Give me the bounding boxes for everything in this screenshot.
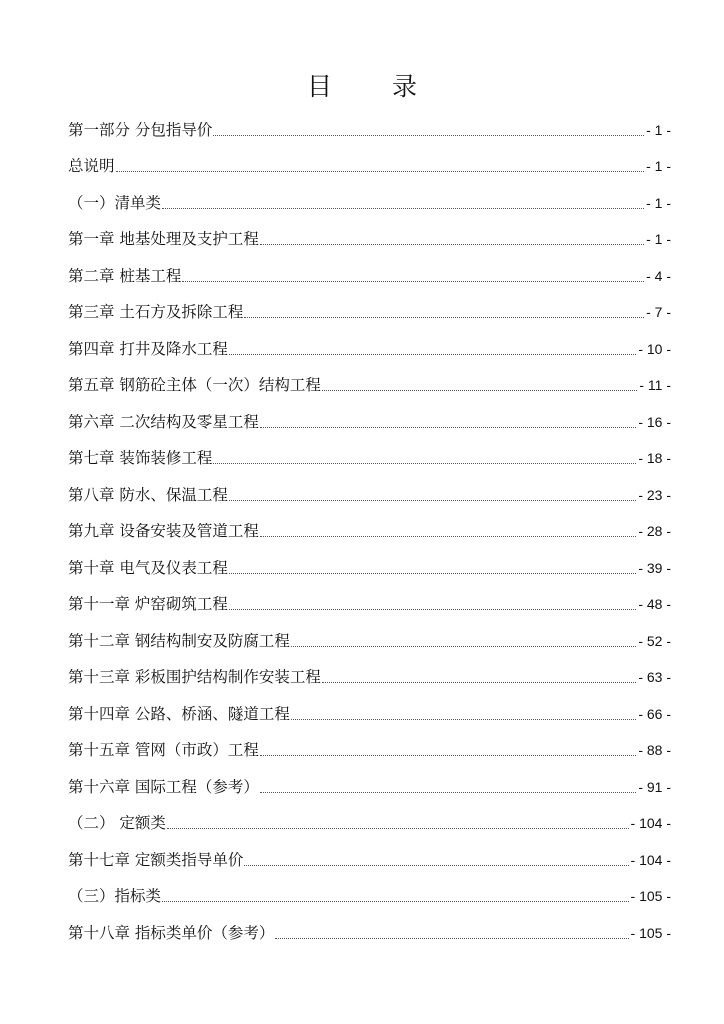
toc-entry-label: 第十八章 指标类单价（参考） (68, 923, 275, 942)
toc-entry-page: - 52 - (638, 632, 671, 649)
dot-leader (182, 281, 644, 282)
toc-entry-page: - 11 - (639, 377, 671, 393)
toc-entry[interactable] (68, 366, 671, 403)
dot-leader (260, 755, 636, 756)
toc-entry-label: 第三章 土石方及拆除工程 (68, 303, 244, 321)
toc-entry-page: - 39 - (638, 559, 671, 576)
toc-entry[interactable] (68, 329, 671, 366)
toc-entry-page: - 88 - (638, 742, 671, 758)
toc-entry-page: - 66 - (638, 705, 671, 722)
toc-entry[interactable] (68, 694, 671, 731)
toc-entry[interactable] (68, 877, 671, 914)
dot-leader (291, 646, 636, 647)
toc-entry-page: - 16 - (638, 413, 671, 430)
toc-entry[interactable] (68, 183, 671, 220)
toc-entry[interactable] (68, 767, 671, 804)
toc-entry-label: 第十五章 管网（市政）工程 (68, 741, 259, 759)
dot-leader (260, 536, 636, 537)
toc-entry-label: 第八章 防水、保温工程 (68, 485, 228, 504)
dot-leader (162, 901, 629, 902)
dot-leader (244, 865, 628, 866)
toc-list (68, 110, 671, 950)
dot-leader (322, 390, 637, 391)
toc-entry-page: - 28 - (638, 523, 671, 539)
toc-entry-label: 第十一章 炉窑砌筑工程 (68, 595, 228, 613)
toc-entry-label: 第十章 电气及仪表工程 (68, 558, 228, 577)
toc-entry-label: 第十四章 公路、桥涵、隧道工程 (68, 704, 290, 723)
dot-leader (291, 719, 636, 720)
toc-entry-page: - 18 - (638, 450, 671, 466)
toc-entry[interactable] (68, 110, 671, 147)
toc-entry-page: - 105 - (630, 924, 671, 941)
toc-entry-label: 第二章 桩基工程 (68, 266, 182, 285)
toc-entry-label: （三）指标类 (68, 887, 162, 905)
toc-entry[interactable] (68, 621, 671, 658)
dot-leader (275, 938, 628, 939)
toc-entry-label: （一）清单类 (68, 193, 162, 212)
toc-entry[interactable] (68, 439, 671, 476)
toc-entry-page: - 1 - (646, 194, 671, 211)
dot-leader (322, 682, 636, 683)
toc-entry[interactable] (68, 658, 671, 695)
toc-entry-page: - 4 - (646, 267, 671, 284)
toc-entry-label: 第一部分 分包指导价 (68, 120, 213, 139)
dot-leader (244, 317, 644, 318)
dot-leader (116, 171, 645, 172)
toc-entry-page: - 1 - (646, 158, 671, 174)
dot-leader (229, 354, 636, 355)
toc-entry-label: 第一章 地基处理及支护工程 (68, 230, 259, 248)
toc-entry-page: - 7 - (646, 304, 671, 320)
toc-entry-page: - 104 - (630, 815, 671, 831)
toc-entry[interactable] (68, 475, 671, 512)
toc-entry-page: - 10 - (638, 340, 671, 357)
toc-entry-label: 第四章 打井及降水工程 (68, 339, 228, 358)
toc-entry-label: 第十七章 定额类指导单价 (68, 850, 244, 869)
dot-leader (260, 427, 636, 428)
toc-entry-page: - 23 - (638, 486, 671, 503)
toc-entry-page: - 104 - (630, 851, 671, 868)
toc-entry-page: - 48 - (638, 596, 671, 612)
toc-entry-label: 第七章 装饰装修工程 (68, 449, 213, 467)
toc-entry[interactable] (68, 256, 671, 293)
dot-leader (260, 244, 644, 245)
toc-entry[interactable] (68, 731, 671, 768)
toc-entry[interactable] (68, 293, 671, 330)
toc-entry[interactable] (68, 512, 671, 549)
toc-entry[interactable] (68, 804, 671, 841)
dot-leader (260, 792, 636, 793)
dot-leader (167, 828, 629, 829)
toc-entry[interactable] (68, 585, 671, 622)
dot-leader (213, 135, 644, 136)
dot-leader (229, 609, 636, 610)
dot-leader (162, 208, 644, 209)
toc-entry[interactable] (68, 548, 671, 585)
toc-title: 目 录 (307, 72, 443, 101)
toc-entry[interactable] (68, 840, 671, 877)
toc-entry-label: 第九章 设备安装及管道工程 (68, 522, 259, 540)
toc-entry-page: - 91 - (638, 778, 671, 795)
toc-entry-page: - 63 - (638, 669, 671, 685)
dot-leader (229, 573, 636, 574)
toc-entry-label: 第六章 二次结构及零星工程 (68, 412, 259, 431)
dot-leader (213, 463, 636, 464)
toc-entry-label: （二） 定额类 (68, 814, 166, 832)
dot-leader (229, 500, 636, 501)
toc-entry-page: - 1 - (646, 231, 671, 247)
toc-entry-label: 第十二章 钢结构制安及防腐工程 (68, 631, 290, 650)
toc-entry[interactable] (68, 402, 671, 439)
toc-entry[interactable] (68, 220, 671, 257)
toc-entry-page: - 1 - (646, 121, 671, 138)
toc-entry-label: 总说明 (68, 157, 115, 175)
toc-entry-label: 第五章 钢筋砼主体（一次）结构工程 (68, 376, 321, 394)
toc-entry-label: 第十三章 彩板围护结构制作安装工程 (68, 668, 321, 686)
toc-entry-label: 第十六章 国际工程（参考） (68, 777, 259, 796)
toc-entry[interactable] (68, 913, 671, 950)
toc-entry[interactable] (68, 147, 671, 184)
toc-entry-page: - 105 - (630, 888, 671, 904)
